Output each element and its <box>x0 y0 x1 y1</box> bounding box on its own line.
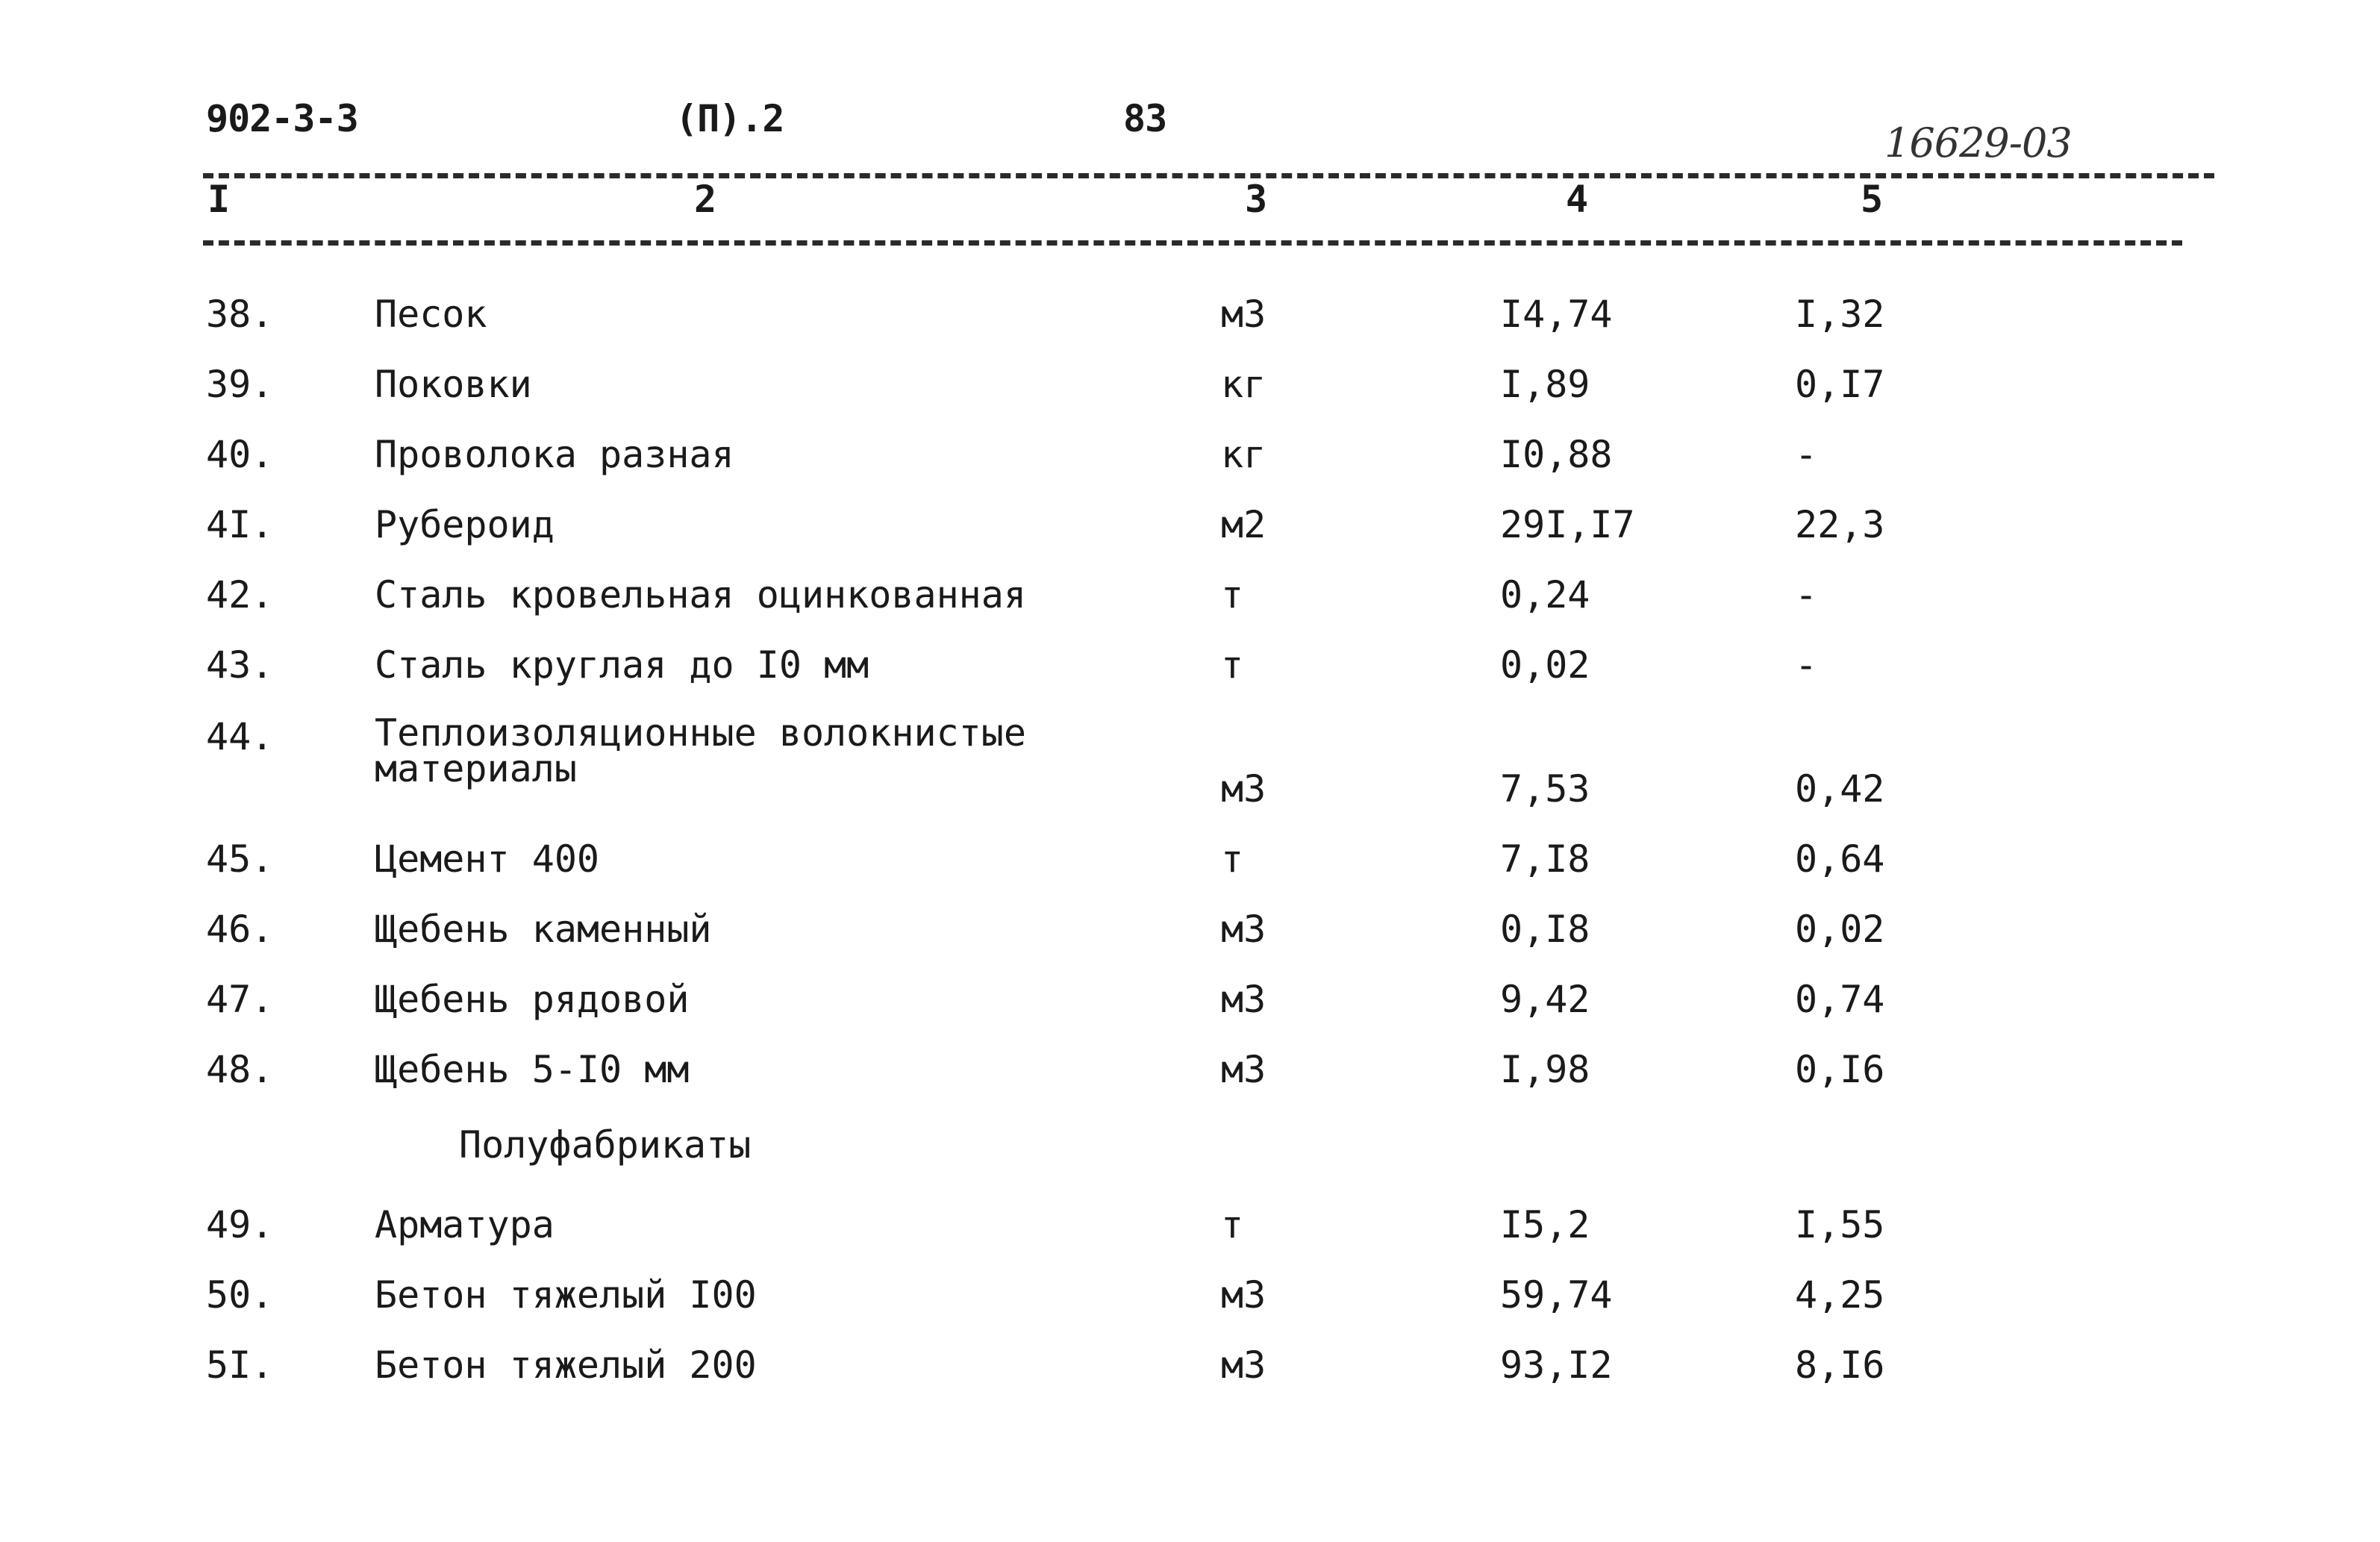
unit: м3 <box>1221 1273 1266 1317</box>
unit: м3 <box>1221 978 1266 1021</box>
table-row <box>0 643 2380 688</box>
column-number-2: 2 <box>694 178 717 221</box>
section-title: Полуфабрикаты <box>459 1123 752 1167</box>
quantity-col4: 0,02 <box>1500 643 1590 687</box>
quantity-col5: - <box>1795 573 1818 617</box>
table-row <box>0 433 2380 478</box>
material-name: Сталь кровельная оцинкованная <box>375 573 1026 617</box>
unit: кг <box>1221 363 1266 406</box>
quantity-col4: 7,I8 <box>1500 837 1590 881</box>
unit: т <box>1221 1203 1244 1246</box>
quantity-col5: 22,3 <box>1795 503 1885 546</box>
top-rule <box>203 173 2214 178</box>
table-row <box>0 363 2380 408</box>
quantity-col5: I,55 <box>1795 1203 1885 1246</box>
unit: т <box>1221 643 1244 687</box>
table-row <box>0 908 2380 952</box>
quantity-col5: - <box>1795 643 1818 687</box>
material-name: Поковки <box>375 363 532 406</box>
quantity-col5: 8,I6 <box>1795 1343 1885 1387</box>
material-name: Щебень каменный <box>375 908 712 951</box>
quantity-col4: 29I,I7 <box>1500 503 1635 546</box>
row-number: 47. <box>206 978 274 1021</box>
table-row <box>0 711 2380 812</box>
row-number: 49. <box>206 1203 274 1246</box>
material-name: Бетон тяжелый I00 <box>375 1273 757 1317</box>
quantity-col4: I5,2 <box>1500 1203 1590 1246</box>
table-row <box>0 1048 2380 1093</box>
row-number: 40. <box>206 433 274 476</box>
material-name-line-2: материалы <box>375 747 577 790</box>
material-name: Щебень рядовой <box>375 978 690 1021</box>
row-number: 45. <box>206 837 274 881</box>
material-name-line-1: Теплоизоляционные волокнистые <box>375 711 1026 755</box>
material-name: Бетон тяжелый 200 <box>375 1343 757 1387</box>
quantity-col4: 59,74 <box>1500 1273 1613 1317</box>
table-row <box>0 978 2380 1023</box>
quantity-col5: 0,I7 <box>1795 363 1885 406</box>
column-number-5: 5 <box>1861 178 1884 221</box>
quantity-col5: 0,I6 <box>1795 1048 1885 1091</box>
row-number: 5I. <box>206 1343 274 1387</box>
quantity-col5: 4,25 <box>1795 1273 1885 1317</box>
quantity-col4: 9,42 <box>1500 978 1590 1021</box>
row-number: 42. <box>206 573 274 617</box>
unit: м3 <box>1221 1343 1266 1387</box>
quantity-col5: 0,64 <box>1795 837 1885 881</box>
material-name: Щебень 5-I0 мм <box>375 1048 690 1091</box>
table-row <box>0 293 2380 337</box>
quantity-col4: I0,88 <box>1500 433 1613 476</box>
table-row <box>0 837 2380 882</box>
quantity-col5: 0,74 <box>1795 978 1885 1021</box>
row-number: 43. <box>206 643 274 687</box>
quantity-col5: - <box>1795 433 1818 476</box>
table-row <box>0 503 2380 548</box>
row-number: 44. <box>206 715 274 758</box>
quantity-col4: I4,74 <box>1500 293 1613 336</box>
unit: м3 <box>1221 767 1266 811</box>
material-name: Песок <box>375 293 487 336</box>
quantity-col5: 0,42 <box>1795 767 1885 811</box>
table-row <box>0 573 2380 618</box>
quantity-col4: I,98 <box>1500 1048 1590 1091</box>
header-rule <box>203 240 2182 246</box>
row-number: 46. <box>206 908 274 951</box>
unit: кг <box>1221 433 1266 476</box>
unit: м3 <box>1221 293 1266 336</box>
quantity-col4: 0,I8 <box>1500 908 1590 951</box>
unit: м2 <box>1221 503 1266 546</box>
row-number: 39. <box>206 363 274 406</box>
handwritten-number: 16629-03 <box>1884 119 2072 166</box>
material-name <box>375 711 1026 790</box>
quantity-col4: I,89 <box>1500 363 1590 406</box>
table-row <box>0 1273 2380 1318</box>
section-mark: (П).2 <box>675 97 784 140</box>
row-number: 4I. <box>206 503 274 546</box>
column-number-1: I <box>207 178 231 221</box>
quantity-col4: 0,24 <box>1500 573 1590 617</box>
quantity-col5: I,32 <box>1795 293 1885 336</box>
material-name: Проволока разная <box>375 433 734 476</box>
quantity-col5: 0,02 <box>1795 908 1885 951</box>
material-name: Сталь круглая до I0 мм <box>375 643 869 687</box>
doc-code: 902-3-3 <box>206 97 358 140</box>
row-number: 50. <box>206 1273 274 1317</box>
material-name: Арматура <box>375 1203 555 1246</box>
material-name: Цемент 400 <box>375 837 600 881</box>
table-row <box>0 1343 2380 1388</box>
column-number-4: 4 <box>1566 178 1589 221</box>
quantity-col4: 93,I2 <box>1500 1343 1613 1387</box>
page-number: 83 <box>1123 97 1167 140</box>
unit: м3 <box>1221 908 1266 951</box>
table-row <box>0 1203 2380 1248</box>
unit: т <box>1221 837 1244 881</box>
row-number: 48. <box>206 1048 274 1091</box>
row-number: 38. <box>206 293 274 336</box>
material-name: Рубероид <box>375 503 555 546</box>
quantity-col4: 7,53 <box>1500 767 1590 811</box>
unit: т <box>1221 573 1244 617</box>
column-number-3: 3 <box>1245 178 1268 221</box>
unit: м3 <box>1221 1048 1266 1091</box>
